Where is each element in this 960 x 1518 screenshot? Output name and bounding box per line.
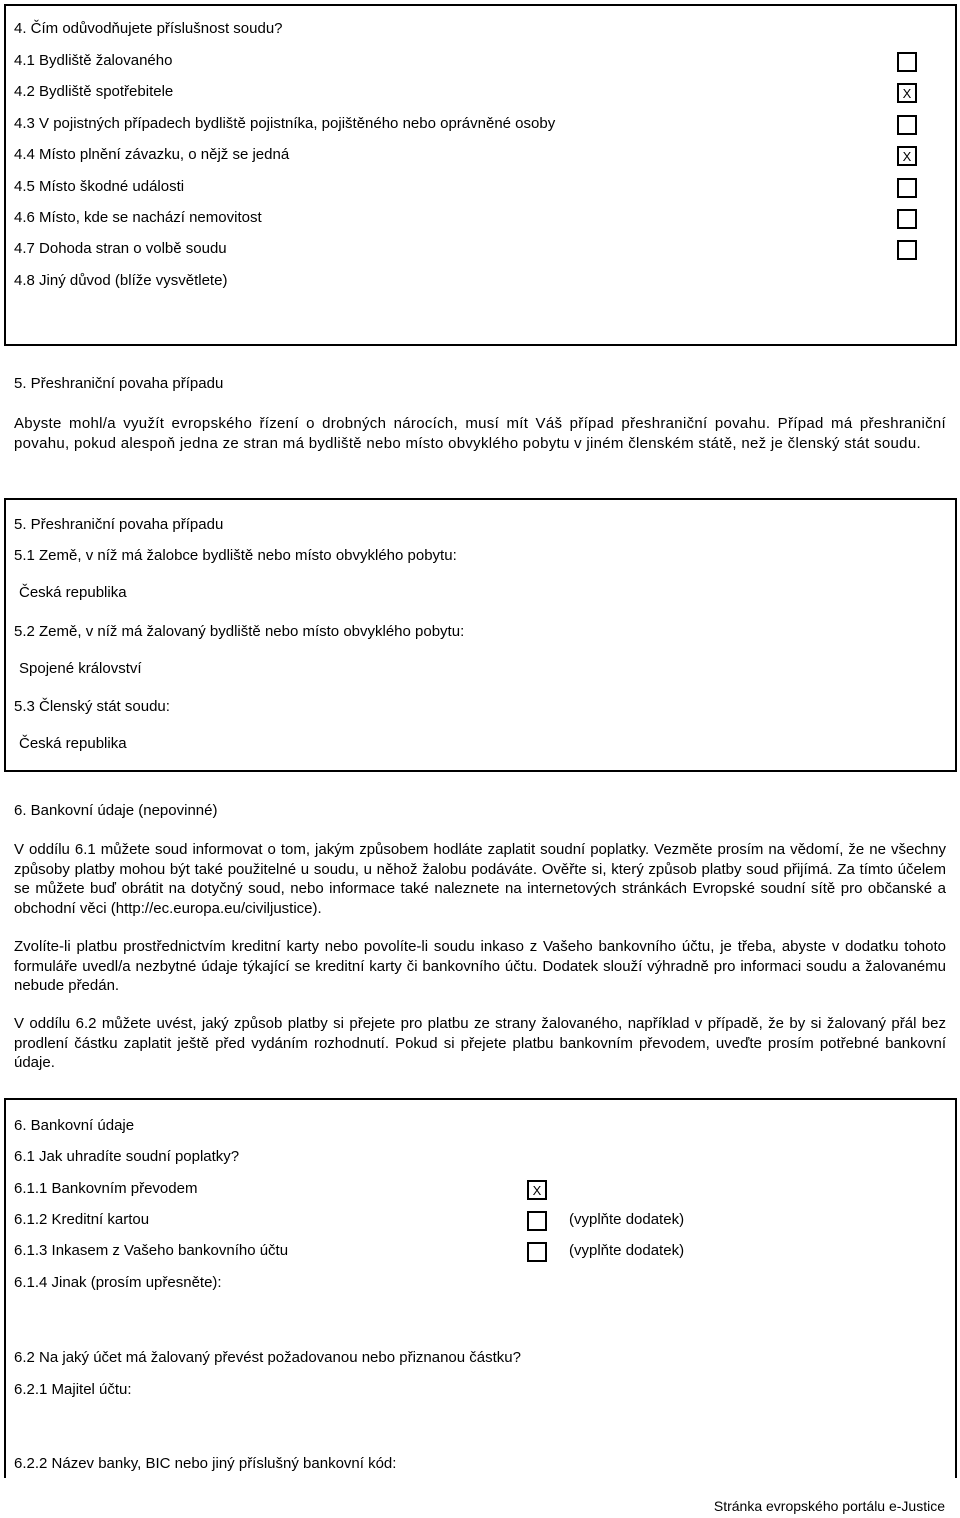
option-6-1-4-label: 6.1.4 Jinak (prosím upřesněte):	[14, 1274, 222, 1291]
section-5-intro-text: Abyste mohl/a využít evropského řízení o drobných nárocích, musí mít Váš případ přeshraniční povahu. Případ má přeshraniční povahu, pokud alespoň jedna ze stran má bydliště nebo místo obvyklého pobytu v jiném členském státě, než je členský stát soudu.	[14, 415, 946, 452]
footer-text: Stránka evropského portálu e-Justice	[713, 1498, 945, 1514]
section-6-intro-para-1: V oddílu 6.1 můžete soud informovat o tom, jakým způsobem hodláte zaplatit soudní poplatky. Vezměte prosím na vědomí, že ne všechny způsoby platby mohou být také použitelné u soudu, u něhož žalobu podáváte. Ověřte si, který způsob platby soud přijímá. Za tímto účelem se můžete buď obrátit na dotyčný soud, nebo informace také naleznete na internetových stránkách Evropské soudní sítě pro občanské a obchodní věci (http://ec.europa.eu/civiljustice).	[14, 841, 946, 917]
section-6-box	[4, 1098, 957, 1478]
option-4-6-label: 4.6 Místo, kde se nachází nemovitost	[14, 209, 262, 226]
option-4-3-label: 4.3 V pojistných případech bydliště pojistníka, pojištěného nebo oprávněné osoby	[14, 115, 556, 132]
option-6-1-3-note: (vyplňte dodatek)	[569, 1242, 685, 1259]
fee-payment-question: 6.1 Jak uhradíte soudní poplatky?	[14, 1148, 240, 1165]
option-6-1-2-checkbox[interactable]	[527, 1211, 547, 1231]
option-4-1-label: 4.1 Bydliště žalovaného	[14, 52, 173, 69]
option-4-7-checkbox[interactable]	[897, 240, 917, 260]
court-state-value[interactable]: Česká republika	[19, 735, 127, 752]
section-5-intro-heading: 5. Přeshraniční povaha případu	[14, 375, 224, 392]
option-4-5-checkbox[interactable]	[897, 178, 917, 198]
option-4-3-checkbox[interactable]	[897, 115, 917, 135]
option-6-1-2-note: (vyplňte dodatek)	[569, 1211, 685, 1228]
defendant-country-label: 5.2 Země, v níž má žalovaný bydliště nebo místo obvyklého pobytu:	[14, 623, 465, 640]
account-question: 6.2 Na jaký účet má žalovaný převést požadovanou nebo přiznanou částku?	[14, 1349, 521, 1366]
section-6-intro-para-3: V oddílu 6.2 můžete uvést, jaký způsob platby si přejete pro platbu ze strany žalovaného, například v případě, že by si žalovaný přál bez prodlení částku zaplatit ještě před vydáním rozhodnutí. Pokud si přejete platbu bankovním převodem, uveďte prosím potřebné bankovní údaje.	[14, 1015, 946, 1071]
option-4-4-label: 4.4 Místo plnění závazku, o nějž se jedná	[14, 146, 290, 163]
option-4-7-label: 4.7 Dohoda stran o volbě soudu	[14, 240, 227, 257]
option-6-1-3-checkbox[interactable]	[527, 1242, 547, 1262]
option-6-1-3-label: 6.1.3 Inkasem z Vašeho bankovního účtu	[14, 1242, 289, 1259]
option-4-2-label: 4.2 Bydliště spotřebitele	[14, 83, 174, 100]
option-6-1-1-label: 6.1.1 Bankovním převodem	[14, 1180, 198, 1197]
option-6-1-2-label: 6.1.2 Kreditní kartou	[14, 1211, 150, 1228]
option-4-1-checkbox[interactable]	[897, 52, 917, 72]
option-4-8-label: 4.8 Jiný důvod (blíže vysvětlete)	[14, 272, 228, 289]
section-6-intro-para-2: Zvolíte-li platbu prostřednictvím kreditní karty nebo povolíte-li soudu inkaso z Vašeho bankovního účtu, je třeba, abyste v dodatku tohoto formuláře uvedl/a nezbytné údaje týkající se kreditní karty či bankovního účtu. Dodatek slouží výhradně pro informaci soudu a žalovanému nebude předán.	[14, 938, 946, 994]
section-5-box	[4, 498, 957, 772]
account-holder-label: 6.2.1 Majitel účtu:	[14, 1381, 132, 1398]
claimant-country-label: 5.1 Země, v níž má žalobce bydliště nebo místo obvyklého pobytu:	[14, 547, 457, 564]
section-4-box	[4, 4, 957, 346]
option-6-1-1-checkbox[interactable]: X	[527, 1180, 547, 1200]
section-6-heading: 6. Bankovní údaje	[14, 1117, 135, 1134]
option-4-2-checkbox[interactable]: X	[897, 83, 917, 103]
option-4-5-label: 4.5 Místo škodné události	[14, 178, 185, 195]
option-4-4-checkbox[interactable]: X	[897, 146, 917, 166]
defendant-country-value[interactable]: Spojené království	[19, 660, 142, 677]
section-5-heading: 5. Přeshraniční povaha případu	[14, 516, 224, 533]
court-state-label: 5.3 Členský stát soudu:	[14, 698, 170, 715]
section-6-intro-heading: 6. Bankovní údaje (nepovinné)	[14, 802, 218, 819]
bank-name-label: 6.2.2 Název banky, BIC nebo jiný příslušný bankovní kód:	[14, 1455, 397, 1472]
option-4-6-checkbox[interactable]	[897, 209, 917, 229]
claimant-country-value[interactable]: Česká republika	[19, 584, 127, 601]
section-4-heading: 4. Čím odůvodňujete příslušnost soudu?	[14, 20, 283, 37]
